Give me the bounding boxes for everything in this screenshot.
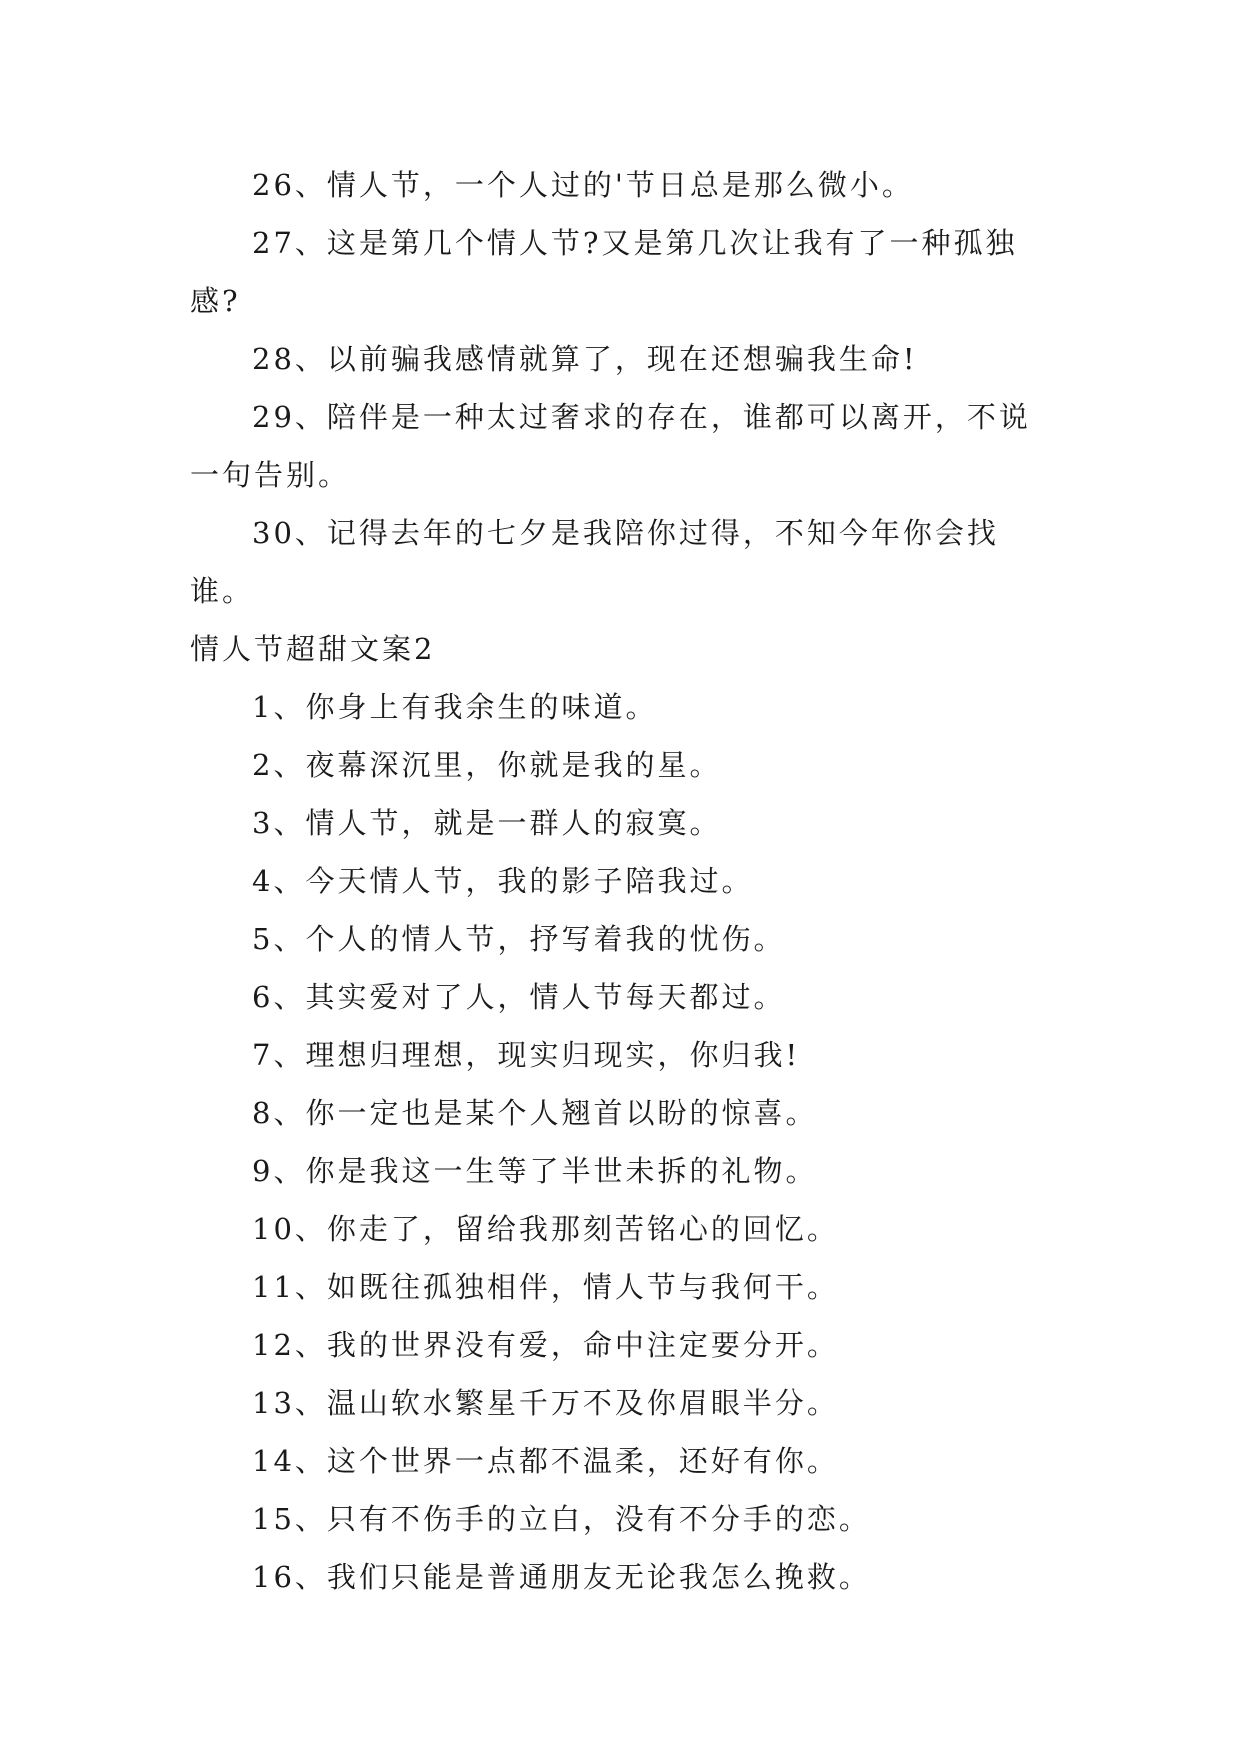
list-item: 4、今天情人节，我的影子陪我过。 <box>252 864 754 898</box>
list-item: 11、如既往孤独相伴，情人节与我何干。 <box>252 1270 839 1304</box>
document-body <box>190 156 1050 1606</box>
list-item: 1、你身上有我余生的味道。 <box>252 690 658 724</box>
list-item: 3、情人节，就是一群人的寂寞。 <box>252 806 722 840</box>
list-item: 14、这个世界一点都不温柔，还好有你。 <box>252 1444 839 1478</box>
list-item: 16、我们只能是普通朋友无论我怎么挽救。 <box>252 1560 871 1594</box>
paragraph-28: 28、以前骗我感情就算了，现在还想骗我生命! <box>252 342 918 376</box>
list-item: 15、只有不伤手的立白，没有不分手的恋。 <box>252 1502 871 1536</box>
list-item: 13、温山软水繁星千万不及你眉眼半分。 <box>252 1386 839 1420</box>
paragraph-26: 26、情人节，一个人过的'节日总是那么微小。 <box>252 168 914 202</box>
list-item: 6、其实爱对了人，情人节每天都过。 <box>252 980 786 1014</box>
list-item: 10、你走了，留给我那刻苦铭心的回忆。 <box>252 1212 839 1246</box>
list-item: 9、你是我这一生等了半世未拆的礼物。 <box>252 1154 818 1188</box>
list-item: 12、我的世界没有爱，命中注定要分开。 <box>252 1328 839 1362</box>
paragraph-30: 30、记得去年的七夕是我陪你过得，不知今年你会找谁。 <box>190 516 999 608</box>
list-item: 2、夜幕深沉里，你就是我的星。 <box>252 748 722 782</box>
list-item: 7、理想归理想，现实归现实，你归我! <box>252 1038 801 1072</box>
paragraph-29: 29、陪伴是一种太过奢求的存在，谁都可以离开，不说一句告别。 <box>190 400 1031 492</box>
list-item: 5、个人的情人节，抒写着我的忧伤。 <box>252 922 786 956</box>
section-heading: 情人节超甜文案2 <box>190 632 436 666</box>
paragraph-27: 27、这是第几个情人节?又是第几次让我有了一种孤独感? <box>190 226 1018 318</box>
list-item: 8、你一定也是某个人翘首以盼的惊喜。 <box>252 1096 818 1130</box>
